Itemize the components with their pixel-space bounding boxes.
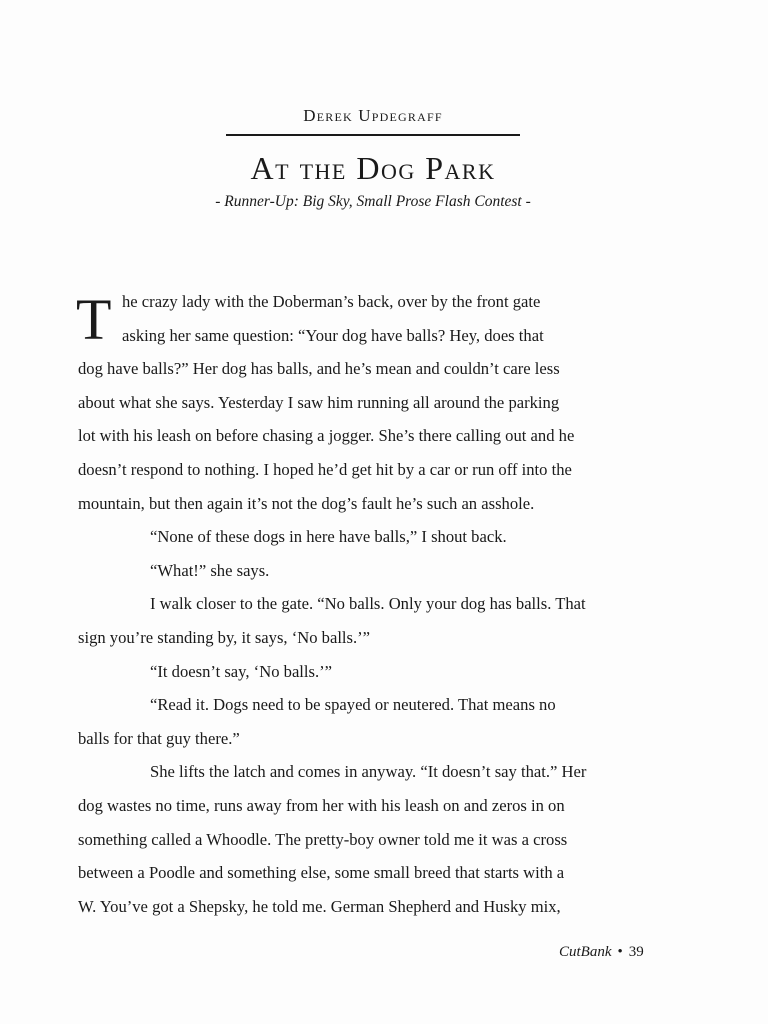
- text-line: “It doesn’t say, ‘No balls.’”: [150, 661, 333, 681]
- footer-separator: •: [617, 944, 623, 960]
- story-title: At the Dog Park: [250, 150, 496, 186]
- text-line: “Read it. Dogs need to be spayed or neutered. That means no: [150, 695, 556, 715]
- text-line: “What!” she says.: [150, 560, 270, 580]
- author-name: Derek Updegraff: [303, 106, 443, 125]
- text-line: he crazy lady with the Doberman’s back, over by the front gate: [122, 292, 541, 311]
- text-line: about what she says. Yesterday I saw him running all around the parking: [78, 392, 560, 412]
- drop-cap: T: [76, 287, 112, 352]
- publication-name: CutBank: [559, 944, 612, 960]
- text-line: She lifts the latch and comes in anyway. “It doesn’t say that.” Her: [150, 762, 587, 782]
- page-number: 39: [628, 944, 644, 960]
- text-line: dog have balls?” Her dog has balls, and he’s mean and couldn’t care less: [78, 359, 560, 379]
- text-line: “None of these dogs in here have balls,” I shout back.: [150, 527, 507, 547]
- text-line: sign you’re standing by, it says, ‘No balls.’”: [78, 627, 371, 647]
- text-line: I walk closer to the gate. “No balls. Only your dog has balls. That: [150, 594, 586, 614]
- title-rule: [226, 134, 520, 136]
- story-body: [78, 285, 668, 923]
- text-line: balls for that guy there.”: [78, 728, 240, 748]
- text-line: between a Poodle and something else, some small breed that starts with a: [78, 863, 565, 883]
- story-subtitle: - Runner-Up: Big Sky, Small Prose Flash Contest -: [215, 193, 531, 210]
- text-line: something called a Whoodle. The pretty-boy owner told me it was a cross: [78, 829, 568, 849]
- text-line: W. You’ve got a Shepsky, he told me. German Shepherd and Husky mix,: [78, 896, 561, 916]
- page-footer: [559, 944, 669, 961]
- text-line: lot with his leash on before chasing a jogger. She’s there calling out and he: [78, 426, 575, 446]
- text-line: dog wastes no time, runs away from her with his leash on and zeros in on: [78, 795, 565, 815]
- text-line: mountain, but then again it’s not the dog’s fault he’s such an asshole.: [78, 493, 535, 513]
- text-line: doesn’t respond to nothing. I hoped he’d get hit by a car or run off into the: [78, 459, 572, 479]
- text-line: asking her same question: “Your dog have balls? Hey, does that: [122, 325, 544, 345]
